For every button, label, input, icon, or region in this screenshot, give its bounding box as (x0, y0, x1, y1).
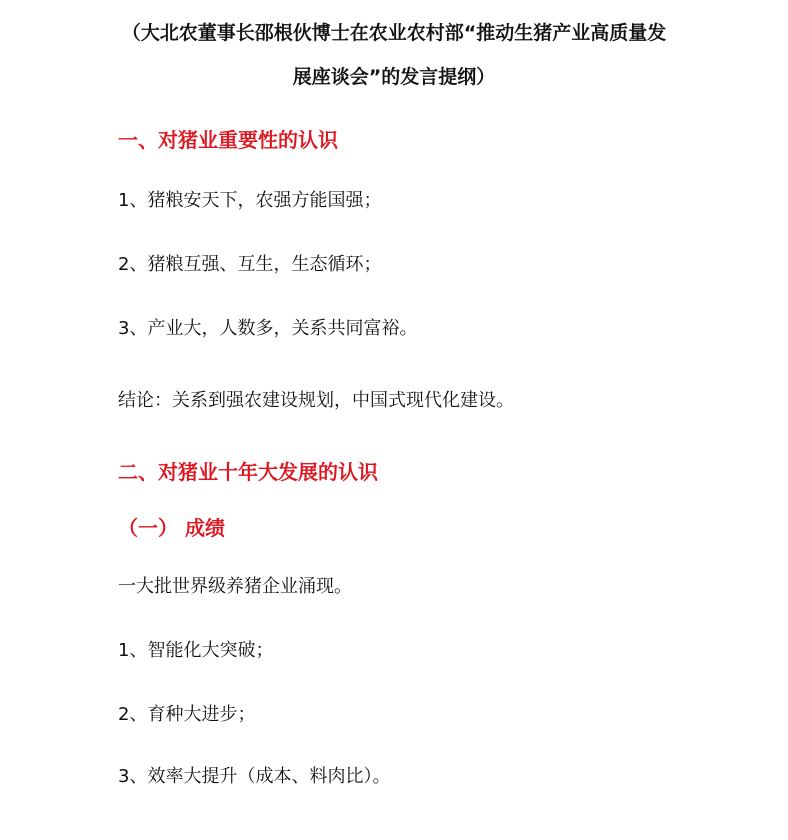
intro-text: 一大批世界级养猪企业涌现。 (118, 576, 352, 597)
list-item: 3、产业大，人数多，关系共同富裕。 (118, 318, 418, 339)
document-title-line-1: （大北农董事长邵根伙博士在农业农村部“推动生猪产业高质量发 (121, 22, 667, 44)
list-item: 1、猪粮安天下，农强方能国强； (118, 190, 382, 211)
list-item: 2、育种大进步； (118, 704, 256, 725)
list-item: 2、猪粮互强、互生，生态循环； (118, 254, 382, 275)
section-heading-development: 二、对猪业十年大发展的认识 (118, 460, 378, 484)
list-item: 1、智能化大突破； (118, 640, 274, 661)
document-title-line-2: 展座谈会”的发言提纲） (292, 66, 496, 88)
section-heading-importance: 一、对猪业重要性的认识 (118, 128, 338, 152)
list-item: 3、效率大提升（成本、料肉比）。 (118, 766, 391, 787)
conclusion-text: 结论：关系到强农建设规划，中国式现代化建设。 (118, 390, 514, 411)
subsection-heading-achievements: （一） 成绩 (118, 516, 225, 540)
